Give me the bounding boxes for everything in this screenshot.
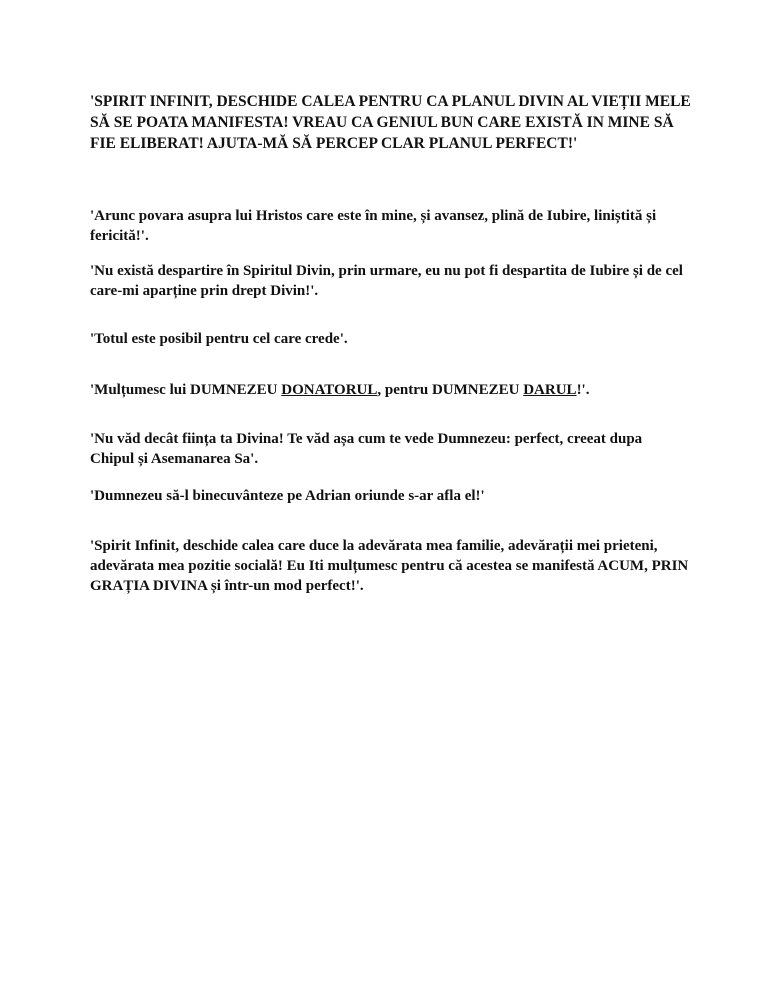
multumesc-text-end: !'.	[576, 382, 590, 398]
multumesc-text-start: 'Mulțumesc lui DUMNEZEU	[90, 382, 282, 398]
paragraph-nu-exista-despartire: 'Nu există despartire în Spiritul Divin, prin urmare, eu nu pot fi despartita de Iubire și de cel care-mi aparține prin drept Divin!'.	[90, 263, 683, 299]
paragraph-totul-este-posibil: 'Totul este posibil pentru cel care crede'.	[90, 331, 348, 347]
prayer-heading: 'SPIRIT INFINIT, DESCHIDE CALEA PENTRU CA PLANUL DIVIN AL VIEȚII MELE SĂ SE POATA MANIFESTA! VREAU CA GENIUL BUN CARE EXISTĂ IN MINE SĂ FIE ELIBERAT! AJUTA-MĂ SĂ PERCEP CLAR PLANUL PERFECT!'	[90, 93, 691, 152]
paragraph-dumnezeu-binecuvanteze: 'Dumnezeu să-l binecuvânteze pe Adrian oriunde s-ar afla el!'	[90, 488, 485, 504]
paragraph-spirit-infinit: 'Spirit Infinit, deschide calea care duce la adevărata mea familie, adevărații mei prieteni, adevărata mea pozitie socială! Eu Iti mulțumesc pentru că acestea se manifestă ACUM, PRIN GRAȚIA DIVINA și într-un mod perfect!'.	[90, 538, 689, 594]
donatorul-underlined: DONATORUL	[281, 382, 378, 398]
paragraph-arunc-povara: 'Arunc povara asupra lui Hristos care este în mine, și avansez, plină de Iubire, liniștită și fericită!'.	[90, 208, 657, 244]
darul-underlined: DARUL	[523, 382, 577, 398]
paragraph-nu-vad: 'Nu văd decât ființa ta Divina! Te văd așa cum te vede Dumnezeu: perfect, creeat dupa Chipul și Asemanarea Sa'.	[90, 431, 643, 467]
paragraph-multumesc	[90, 380, 690, 400]
multumesc-text-middle: , pentru DUMNEZEU	[377, 382, 524, 398]
